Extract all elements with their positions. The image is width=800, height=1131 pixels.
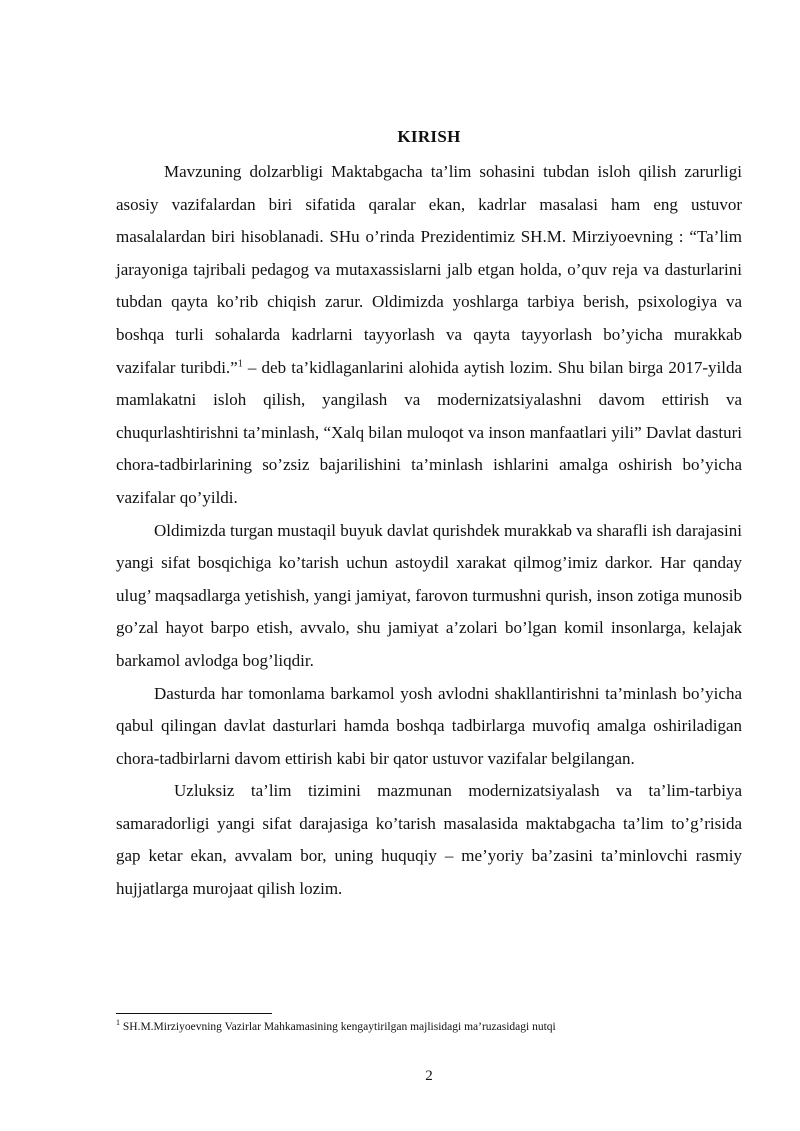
paragraph-1-part1: Mavzuning dolzarbligi Maktabgacha ta’lim sohasini tubdan isloh qilish zarurligi asosiy vazifalardan biri sifatida qaralar ekan, kadrlar masalasi ham eng ustuvor masalalardan biri hisoblanadi. SHu o’rinda Prezidentimiz SH.M. Mirziyoevning : “Ta’lim jarayoniga tajribali pedagog va mutaxassislarni jalb etgan holda, o’quv reja va dasturlarini tubdan qayta ko’rib chiqish zarur. Oldimizda yoshlarga tarbiya berish, psixologiya va boshqa turli sohalarda kadrlarni tayyorlash va qayta tayyorlash bo’yicha murakkab vazifalar turibdi.” [116,162,742,377]
footnote-reference[interactable]: 1 [237,357,243,369]
footnote [116,1019,742,1035]
footnote-text: SH.M.Mirziyoevning Vazirlar Mahkamasining kengaytirilgan majlisidagi ma’ruzasidagi nutqi [120,1021,556,1033]
body-text [116,156,742,906]
paragraph-2: Oldimizda turgan mustaqil buyuk davlat qurishdek murakkab va sharafli ish darajasini yangi sifat bosqichiga ko’tarish uchun astoydil xarakat qilmog’imiz darkor. Har qanday ulug’ maqsadlarga yetishish, yangi jamiyat, farovon turmushni qurish, inson zotiga munosib go’zal hayot barpo etish, avvalo, shu jamiyat a’zolari bo’lgan komil insonlarga, kelajak barkamol avlodga bog’liqdir. [116,520,742,670]
page-number: 2 [425,1068,433,1084]
page-title: KIRISH [397,127,461,146]
paragraph-3: Dasturda har tomonlama barkamol yosh avlodni shakllantirishni ta’minlash bo’yicha qabul qilingan davlat dasturlari hamda boshqa tadbirlarga muvofiq amalga oshiriladigan chora-tadbirlarni davom ettirish kabi bir qator ustuvor vazifalar belgilangan. [116,683,742,768]
paragraph-1-part2: – deb ta’kidlaganlarini alohida aytish lozim. Shu bilan birga 2017-yilda mamlakatni isloh qilish, yangilash va modernizatsiyalashni davom ettirish va chuqurlashtirishni ta’minlash, “Xalq bilan muloqot va inson manfaatlari yili” Davlat dasturi chora-tadbirlarining so’zsiz bajarilishini ta’minlash ishlarini amalga oshirish bo’yicha vazifalar qo’yildi. [116,357,742,507]
footnote-number: 1 [116,1018,120,1028]
paragraph-1 [116,156,742,515]
paragraph-4: Uzluksiz ta’lim tizimini mazmunan modernizatsiyalash va ta’lim-tarbiya samaradorligi yangi sifat darajasiga ko’tarish masalasida maktabgacha ta’lim to’g’risida gap ketar ekan, avvalam bor, uning huquqiy – me’yoriy ba’zasini ta’minlovchi rasmiy hujjatlarga murojaat qilish lozim. [116,781,742,899]
footnote-separator [116,1013,272,1014]
